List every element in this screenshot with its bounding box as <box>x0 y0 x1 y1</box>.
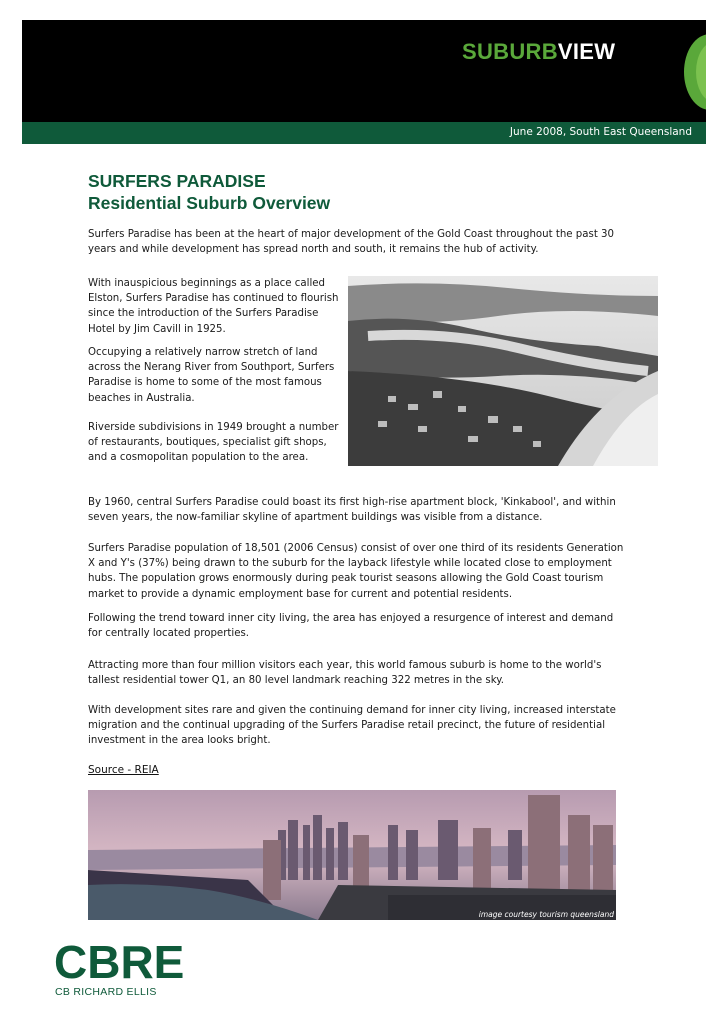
header-banner <box>22 20 706 122</box>
historic-aerial-photo <box>348 276 658 466</box>
company-name: CB RICHARD ELLIS <box>55 986 157 998</box>
paragraph-highrise: By 1960, central Surfers Paradise could boast its first high-rise apartment block, 'Kinkabool', and within seven years, the now-familiar skyline of apartment buildings was visible from a distance. <box>88 497 616 524</box>
logo-wordmark: CBRE <box>54 940 185 988</box>
paragraph-population: Surfers Paradise population of 18,501 (2006 Census) consist of over one third of its residents Generation X and Y's (37%) being drawn to the suburb for the layback lifestyle while located close to employment hubs. The population grows enormously during peak tourist seasons allowing the Gold Coast tourism market to provide a dynamic employment base for current and potential residents. <box>88 543 624 600</box>
paragraph-trend: Following the trend toward inner city living, the area has enjoyed a resurgence of interest and demand for centrally located properties. <box>88 613 614 640</box>
paragraph-location: Occupying a relatively narrow stretch of land across the Nerang River from Southport, Surfers Paradise is home to some of the most famous beaches in Australia. <box>88 347 335 404</box>
brand-part-suburb: SUBURB <box>462 39 558 64</box>
leaf-icon <box>680 20 706 122</box>
paragraph-history: With inauspicious beginnings as a place called Elston, Surfers Paradise has continued to flourish since the introduction of the Surfers Paradise Hotel by Jim Cavill in 1925. <box>88 278 339 335</box>
paragraph-outlook: With development sites rare and given the continuing demand for inner city living, increased interstate migration and the continual upgrading of the Surfers Paradise retail precinct, the future of residential investment in the area looks bright. <box>88 705 616 747</box>
date-strip <box>22 122 706 144</box>
brand-part-view: VIEW <box>557 39 616 64</box>
title-subtitle: Residential Suburb Overview <box>88 193 331 213</box>
page-title <box>88 170 330 214</box>
brand-title <box>462 39 615 65</box>
paragraph-intro: Surfers Paradise has been at the heart of major development of the Gold Coast throughout the past 30 years and while development has spread north and south, it remains the hub of activity. <box>88 229 615 256</box>
title-suburb: SURFERS PARADISE <box>88 171 266 191</box>
source-link[interactable]: Source - REIA <box>88 764 159 776</box>
paragraph-subdivisions: Riverside subdivisions in 1949 brought a number of restaurants, boutiques, specialist gift shops, and a cosmopolitan population to the area. <box>88 422 339 464</box>
issue-date: June 2008, South East Queensland <box>509 126 692 138</box>
image-credit: image courtesy tourism queensland <box>478 910 614 919</box>
skyline-photo <box>88 790 616 920</box>
paragraph-visitors: Attracting more than four million visitors each year, this world famous suburb is home to the world's tallest residential tower Q1, an 80 level landmark reaching 322 metres in the sky. <box>88 660 602 687</box>
